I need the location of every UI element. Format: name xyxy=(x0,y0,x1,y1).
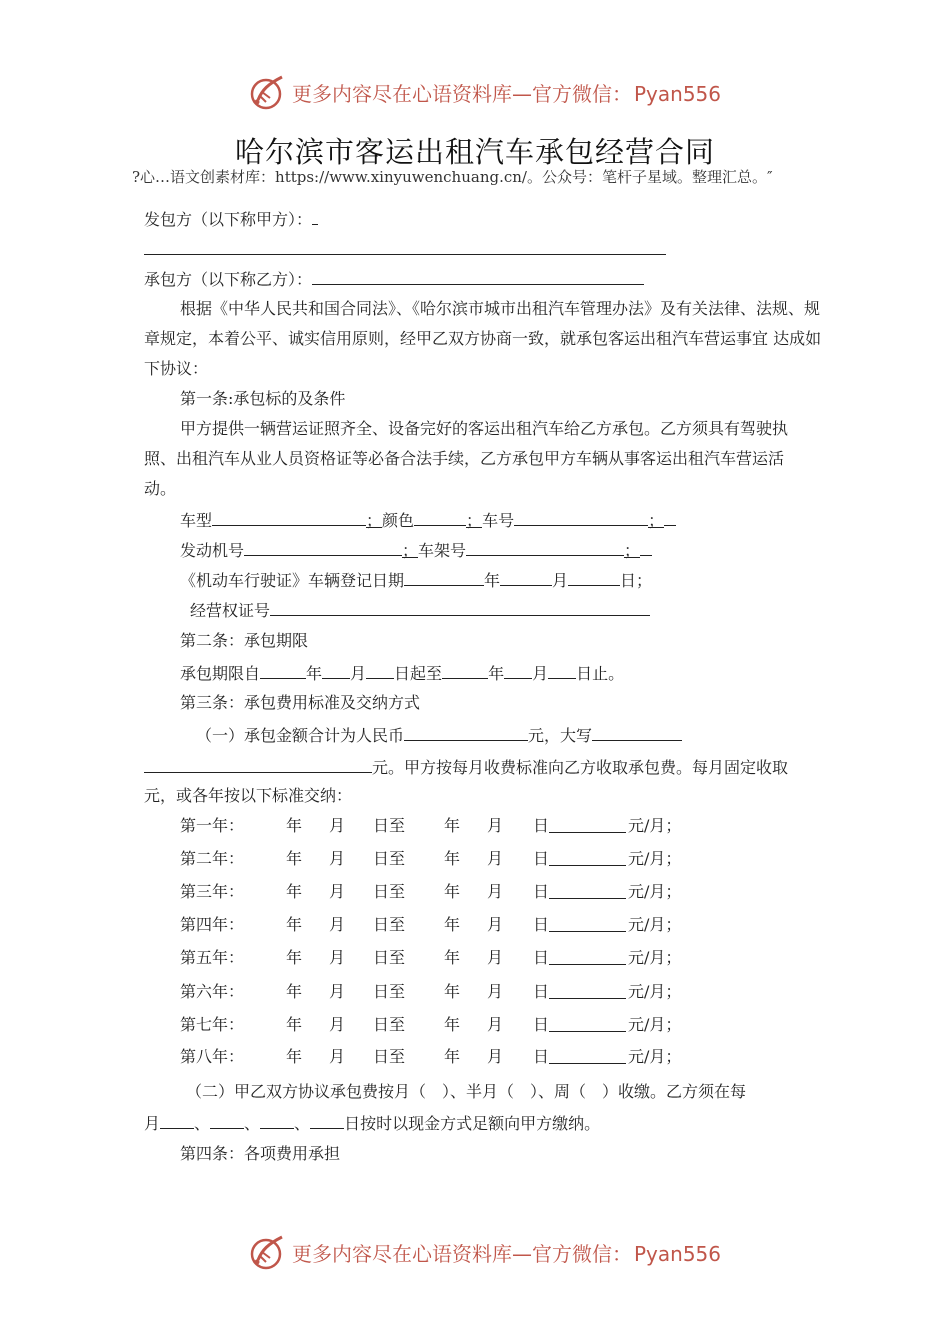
watermark-text: 更多内容尽在心语资料库—官方微信： Pyan556 xyxy=(292,81,722,106)
party-b-label: 承包方（以下称乙方）： xyxy=(144,268,644,290)
term-line: 承包期限自 年 月 日起至 年 月 日止。 xyxy=(180,664,625,683)
watermark-text: 更多内容尽在心语资料库—官方微信： Pyan556 xyxy=(292,1241,722,1266)
vehicle-info-line: 车型 ；颜色 ；车号 ； xyxy=(180,509,676,531)
year-row: 第四年： 年 月 日至 年 月 日 元/月； xyxy=(180,915,682,934)
article-1-para-1: 甲方提供一辆营运证照齐全、设备完好的客运出租汽车给乙方承包。乙方须具有驾驶执 xyxy=(180,419,789,438)
source-line: ?心…语文创素材库：https://www.xinyuwenchuang.cn/。公众号：笔杆子星域。整理汇总。″ xyxy=(132,168,773,186)
year-row: 第二年： 年 月 日至 年 月 日 元/月； xyxy=(180,849,682,868)
article-1-para-2: 照、出租汽车从业人员资格证等必备合法手续，乙方承包甲方车辆从事客运出租汽车营运活 xyxy=(144,449,785,468)
fee-line-1: （一）承包金额合计为人民币 元，大写 xyxy=(196,724,682,746)
article-1-para-3: 动。 xyxy=(144,479,177,498)
watermark-logo-icon xyxy=(248,1232,288,1272)
watermark-banner-bottom xyxy=(248,1232,748,1272)
article-1-heading: 第一条:承包标的及条件 xyxy=(180,389,346,408)
watermark-logo-icon xyxy=(248,72,288,112)
intro-line-3: 下协议： xyxy=(144,359,209,378)
article-3-heading: 第三条：承包费用标准及交纳方式 xyxy=(180,693,421,712)
intro-line-1: 根据《中华人民共和国合同法》、《哈尔滨市城市出租汽车管理办法》及有关法律、法规、规 xyxy=(180,299,821,318)
year-row: 第一年： 年 月 日至 年 月 日 元/月； xyxy=(180,816,682,835)
fee-line-3: 元，或各年按以下标准交纳： xyxy=(144,786,353,805)
year-row: 第七年： 年 月 日至 年 月 日 元/月； xyxy=(180,1015,682,1034)
license-date-line: 《机动车行驶证》车辆登记日期 年 月 日； xyxy=(180,571,653,590)
permit-line: 经营权证号 xyxy=(190,599,650,621)
article-4-heading: 第四条：各项费用承担 xyxy=(180,1144,341,1163)
payment-cycle-line-1: （二）甲乙双方协议承包费按月（ ）、半月（ ）、周（ ）收缴。乙方须在每 xyxy=(186,1082,747,1101)
payment-cycle-line-2: 月 、 、 、 日按时以现金方式足额向甲方缴纳。 xyxy=(144,1114,601,1133)
fee-line-2: 元。甲方按每月收费标准向乙方收取承包费。每月固定收取 xyxy=(144,756,788,778)
engine-frame-line: 发动机号 ；车架号 ； xyxy=(180,539,652,561)
year-row: 第三年： 年 月 日至 年 月 日 元/月； xyxy=(180,882,682,901)
intro-line-2: 章规定，本着公平、诚实信用原则，经甲乙双方协商一致，就承包客运出租汽车营运事宜 达成如 xyxy=(144,329,822,348)
document-title: 哈尔滨市客运出租汽车承包经营合同 xyxy=(234,135,715,169)
party-a-label: 发包方（以下称甲方）： xyxy=(144,208,318,230)
party-a-blank xyxy=(144,254,666,255)
watermark-banner-top xyxy=(248,72,748,112)
article-2-heading: 第二条：承包期限 xyxy=(180,631,309,650)
year-row: 第六年： 年 月 日至 年 月 日 元/月； xyxy=(180,982,682,1001)
year-row: 第八年： 年 月 日至 年 月 日 元/月； xyxy=(180,1047,682,1066)
year-row: 第五年： 年 月 日至 年 月 日 元/月； xyxy=(180,948,682,967)
